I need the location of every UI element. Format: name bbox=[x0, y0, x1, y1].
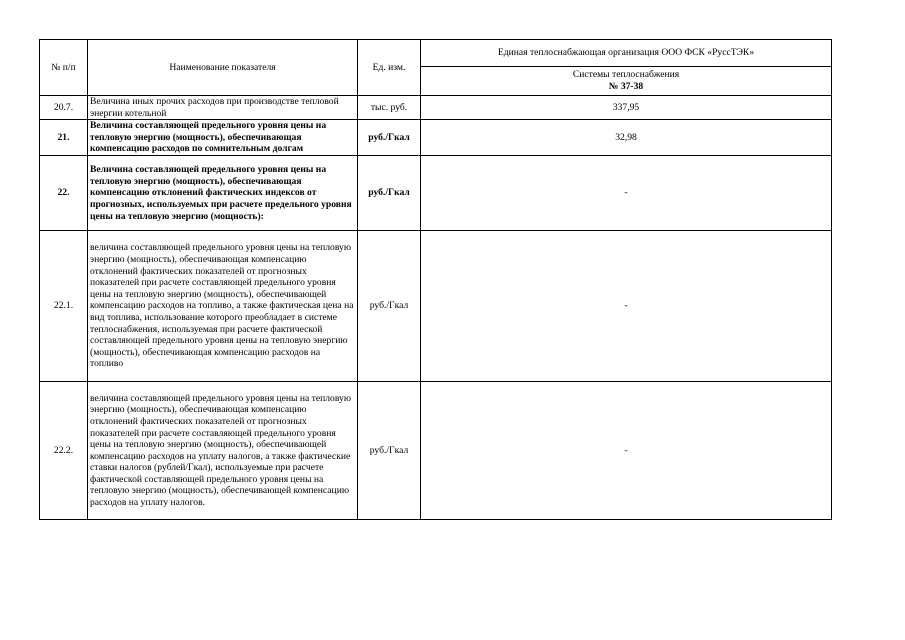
row-indicator-name: Величина составляющей предельного уровня цены на тепловую энергию (мощность), обеспечивающая компенсацию отклонений фактических индексов от прогнозных, используемых при расчете предельного уровня цены на тепловую энергию (мощность): bbox=[88, 156, 358, 231]
row-unit: руб./Гкал bbox=[358, 231, 421, 382]
table-row bbox=[40, 382, 832, 520]
systems-number: № 37-38 bbox=[608, 81, 644, 92]
header-number: № п/п bbox=[40, 40, 88, 96]
row-value: - bbox=[421, 382, 832, 520]
row-unit: руб./Гкал bbox=[358, 156, 421, 231]
row-indicator-name: величина составляющей предельного уровня цены на тепловую энергию (мощность), обеспечивающая компенсацию отклонений фактических показателей от прогнозных показателей при расчете составляющей предельного уровня цены на тепловую энергию (мощность), обеспечивающей компенсацию расходов на топливо, а также фактическая цена на вид топлива, использование которого преобладает в системе теплоснабжения, используемая при расчете фактической составляющей предельного уровня цены на тепловую энергию (мощность), обеспечивающая компенсацию расходов на топливо bbox=[88, 231, 358, 382]
row-unit: тыс. руб. bbox=[358, 96, 421, 120]
row-number: 21. bbox=[40, 120, 88, 156]
row-number: 22. bbox=[40, 156, 88, 231]
row-value: 337,95 bbox=[421, 96, 832, 120]
systems-label: Системы теплоснабжения bbox=[572, 69, 680, 81]
row-unit: руб./Гкал bbox=[358, 382, 421, 520]
table-row bbox=[40, 231, 832, 382]
row-number: 22.2. bbox=[40, 382, 88, 520]
row-number: 22.1. bbox=[40, 231, 88, 382]
header-unit: Ед. изм. bbox=[358, 40, 421, 96]
row-indicator-name: величина составляющей предельного уровня цены на тепловую энергию (мощность), обеспечивающая компенсацию отклонений фактических показателей от прогнозных показателей при расчете составляющей предельного уровня цены на тепловую энергию (мощность), обеспечивающей компенсацию расходов на уплату налогов, а также фактические ставки налогов (рублей/Гкал), используемые при расчете фактической составляющей предельного уровня цены на тепловую энергию (мощность), обеспечивающей компенсацию расходов на уплату налогов. bbox=[88, 382, 358, 520]
row-value: - bbox=[421, 156, 832, 231]
header-organization: Единая теплоснабжающая организация ООО ФСК «РуссТЭК» bbox=[421, 40, 832, 67]
tariff-table bbox=[39, 39, 832, 520]
row-value: - bbox=[421, 231, 832, 382]
header-systems bbox=[421, 67, 832, 96]
header-row bbox=[40, 40, 832, 67]
row-value: 32,98 bbox=[421, 120, 832, 156]
row-number: 20.7. bbox=[40, 96, 88, 120]
table-row bbox=[40, 156, 832, 231]
row-indicator-name: Величина составляющей предельного уровня цены на тепловую энергию (мощность), обеспечивающая компенсацию расходов по сомнительным долгам bbox=[88, 120, 358, 156]
header-indicator-name: Наименование показателя bbox=[88, 40, 358, 96]
table-row bbox=[40, 96, 832, 120]
row-unit: руб./Гкал bbox=[358, 120, 421, 156]
table-row bbox=[40, 120, 832, 156]
row-indicator-name: Величина иных прочих расходов при производстве тепловой энергии котельной bbox=[88, 96, 358, 120]
